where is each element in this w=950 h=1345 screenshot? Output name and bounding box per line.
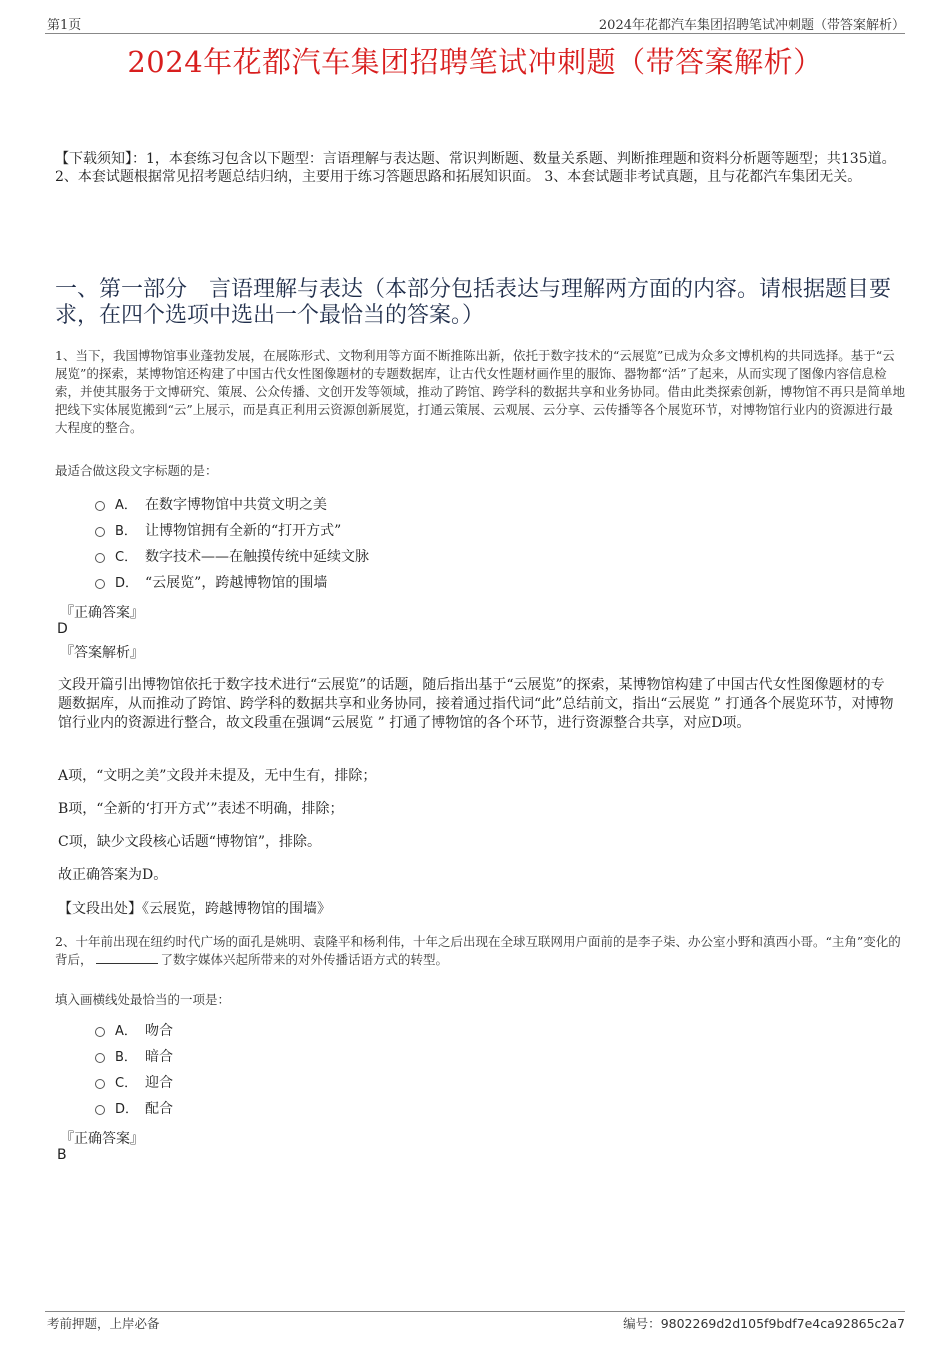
- fill-in-blank: [96, 951, 158, 964]
- q2-option-d[interactable]: D． 配合: [95, 1098, 173, 1120]
- header-doc-title: 2024年花都汽车集团招聘笔试冲刺题（带答案解析）: [598, 18, 905, 33]
- footer-code: 编号：9802269d2d105f9bdf7e4ca92865c2a7: [623, 1316, 905, 1331]
- radio-icon[interactable]: [95, 1079, 105, 1089]
- radio-icon[interactable]: [95, 1053, 105, 1063]
- q1-option-c[interactable]: C． 数字技术——在触摸传统中延续文脉: [95, 546, 369, 568]
- q1-analysis-line-a: A项，“文明之美”文段并未提及，无中生有，排除；: [58, 768, 377, 784]
- q1-option-b[interactable]: B． 让博物馆拥有全新的“打开方式”: [95, 520, 341, 542]
- q2-answer: B: [57, 1147, 67, 1163]
- q1-conclusion: 故正确答案为D。: [58, 867, 168, 883]
- q1-source: 【文段出处】《云展览，跨越博物馆的围墙》: [58, 901, 331, 917]
- radio-icon[interactable]: [95, 501, 105, 511]
- q2-answer-label: 『正确答案』: [60, 1131, 144, 1147]
- q2-option-a[interactable]: A． 吻合: [95, 1020, 173, 1042]
- q1-analysis-line-b: B项，“全新的‘打开方式’”表述不明确，排除；: [58, 801, 344, 817]
- question-1-text: 1、当下，我国博物馆事业蓬勃发展，在展陈形式、文物利用等方面不断推陈出新，依托于数字技术的“云展览”已成为众多文博机构的共同选择。基于“云展览”的探索，某博物馆还构建了中国古代女性图像题材的专题数据库，让古代女性题材画作里的服饰、器物都“活”了起来，从而实现了图像内容信息检索，并使其服务于文博研究、策展、公众传播、文创开发等领域，推动了跨馆、跨学科的数据共享和业务协同。借由此类探索创新，博物馆不再只是简单地把线下实体展览搬到“云”上展示，而是真正利用云资源创新展览，打通云策展、云观展、云分享、云传播等各个展览环节，对博物馆行业内的资源进行最大程度的整合。: [55, 348, 906, 435]
- page-title: 2024年花都汽车集团招聘笔试冲刺题（带答案解析）: [127, 45, 823, 79]
- q2-option-b[interactable]: B． 暗合: [95, 1046, 173, 1068]
- q1-answer: D: [57, 621, 68, 637]
- question-1-prompt: 最适合做这段文字标题的是：: [55, 463, 218, 478]
- q2-option-c[interactable]: C． 迎合: [95, 1072, 173, 1094]
- footer-divider: [45, 1311, 905, 1312]
- q1-answer-label: 『正确答案』: [60, 605, 144, 621]
- question-2-text: 2、十年前出现在纽约时代广场的面孔是姚明、袁隆平和杨利伟，十年之后出现在全球互联网用户面前的是李子柒、办公室小野和滇西小哥。“主角”变化的背后， 了数字媒体兴起所带来的对外传播话语方式的转型。: [55, 934, 901, 967]
- page-number: 第1页: [47, 18, 82, 33]
- radio-icon[interactable]: [95, 527, 105, 537]
- header-divider: [45, 33, 905, 34]
- section-heading: 一、第一部分 言语理解与表达（本部分包括表达与理解两方面的内容。请根据题目要求，在四个选项中选出一个最恰当的答案。）: [55, 277, 892, 328]
- radio-icon[interactable]: [95, 553, 105, 563]
- radio-icon[interactable]: [95, 579, 105, 589]
- radio-icon[interactable]: [95, 1027, 105, 1037]
- radio-icon[interactable]: [95, 1105, 105, 1115]
- footer-slogan: 考前押题，上岸必备: [47, 1316, 160, 1331]
- q1-analysis-label: 『答案解析』: [60, 645, 144, 661]
- q1-option-a[interactable]: A． 在数字博物馆中共赏文明之美: [95, 494, 327, 516]
- q1-analysis: 文段开篇引出博物馆依托于数字技术进行“云展览”的话题，随后指出基于“云展览”的探索，某博物馆构建了中国古代女性图像题材的专题数据库，从而推动了跨馆、跨学科的数据共享和业务协同，接着通过指代词“此”总结前文，指出“云展览 ” 打通各个展览环节，对博物馆行业内的资源进行整合，故文段重在强调“云展览 ” 打通了博物馆的各个环节，进行资源整合共享，对应D项。: [58, 677, 894, 731]
- q1-option-d[interactable]: D． “云展览”，跨越博物馆的围墙: [95, 572, 327, 594]
- download-notice: 【下载须知】：1，本套练习包含以下题型：言语理解与表达题、常识判断题、数量关系题、判断推理题和资料分析题等题型；共135道。 2、本套试题根据常见招考题总结归纳，主要用于练习答题思路和拓展知识面。 3、本套试题非考试真题，且与花都汽车集团无关。: [55, 151, 896, 185]
- question-2-prompt: 填入画横线处最恰当的一项是：: [55, 992, 231, 1007]
- q1-analysis-line-c: C项，缺少文段核心话题“博物馆”，排除。: [58, 834, 322, 850]
